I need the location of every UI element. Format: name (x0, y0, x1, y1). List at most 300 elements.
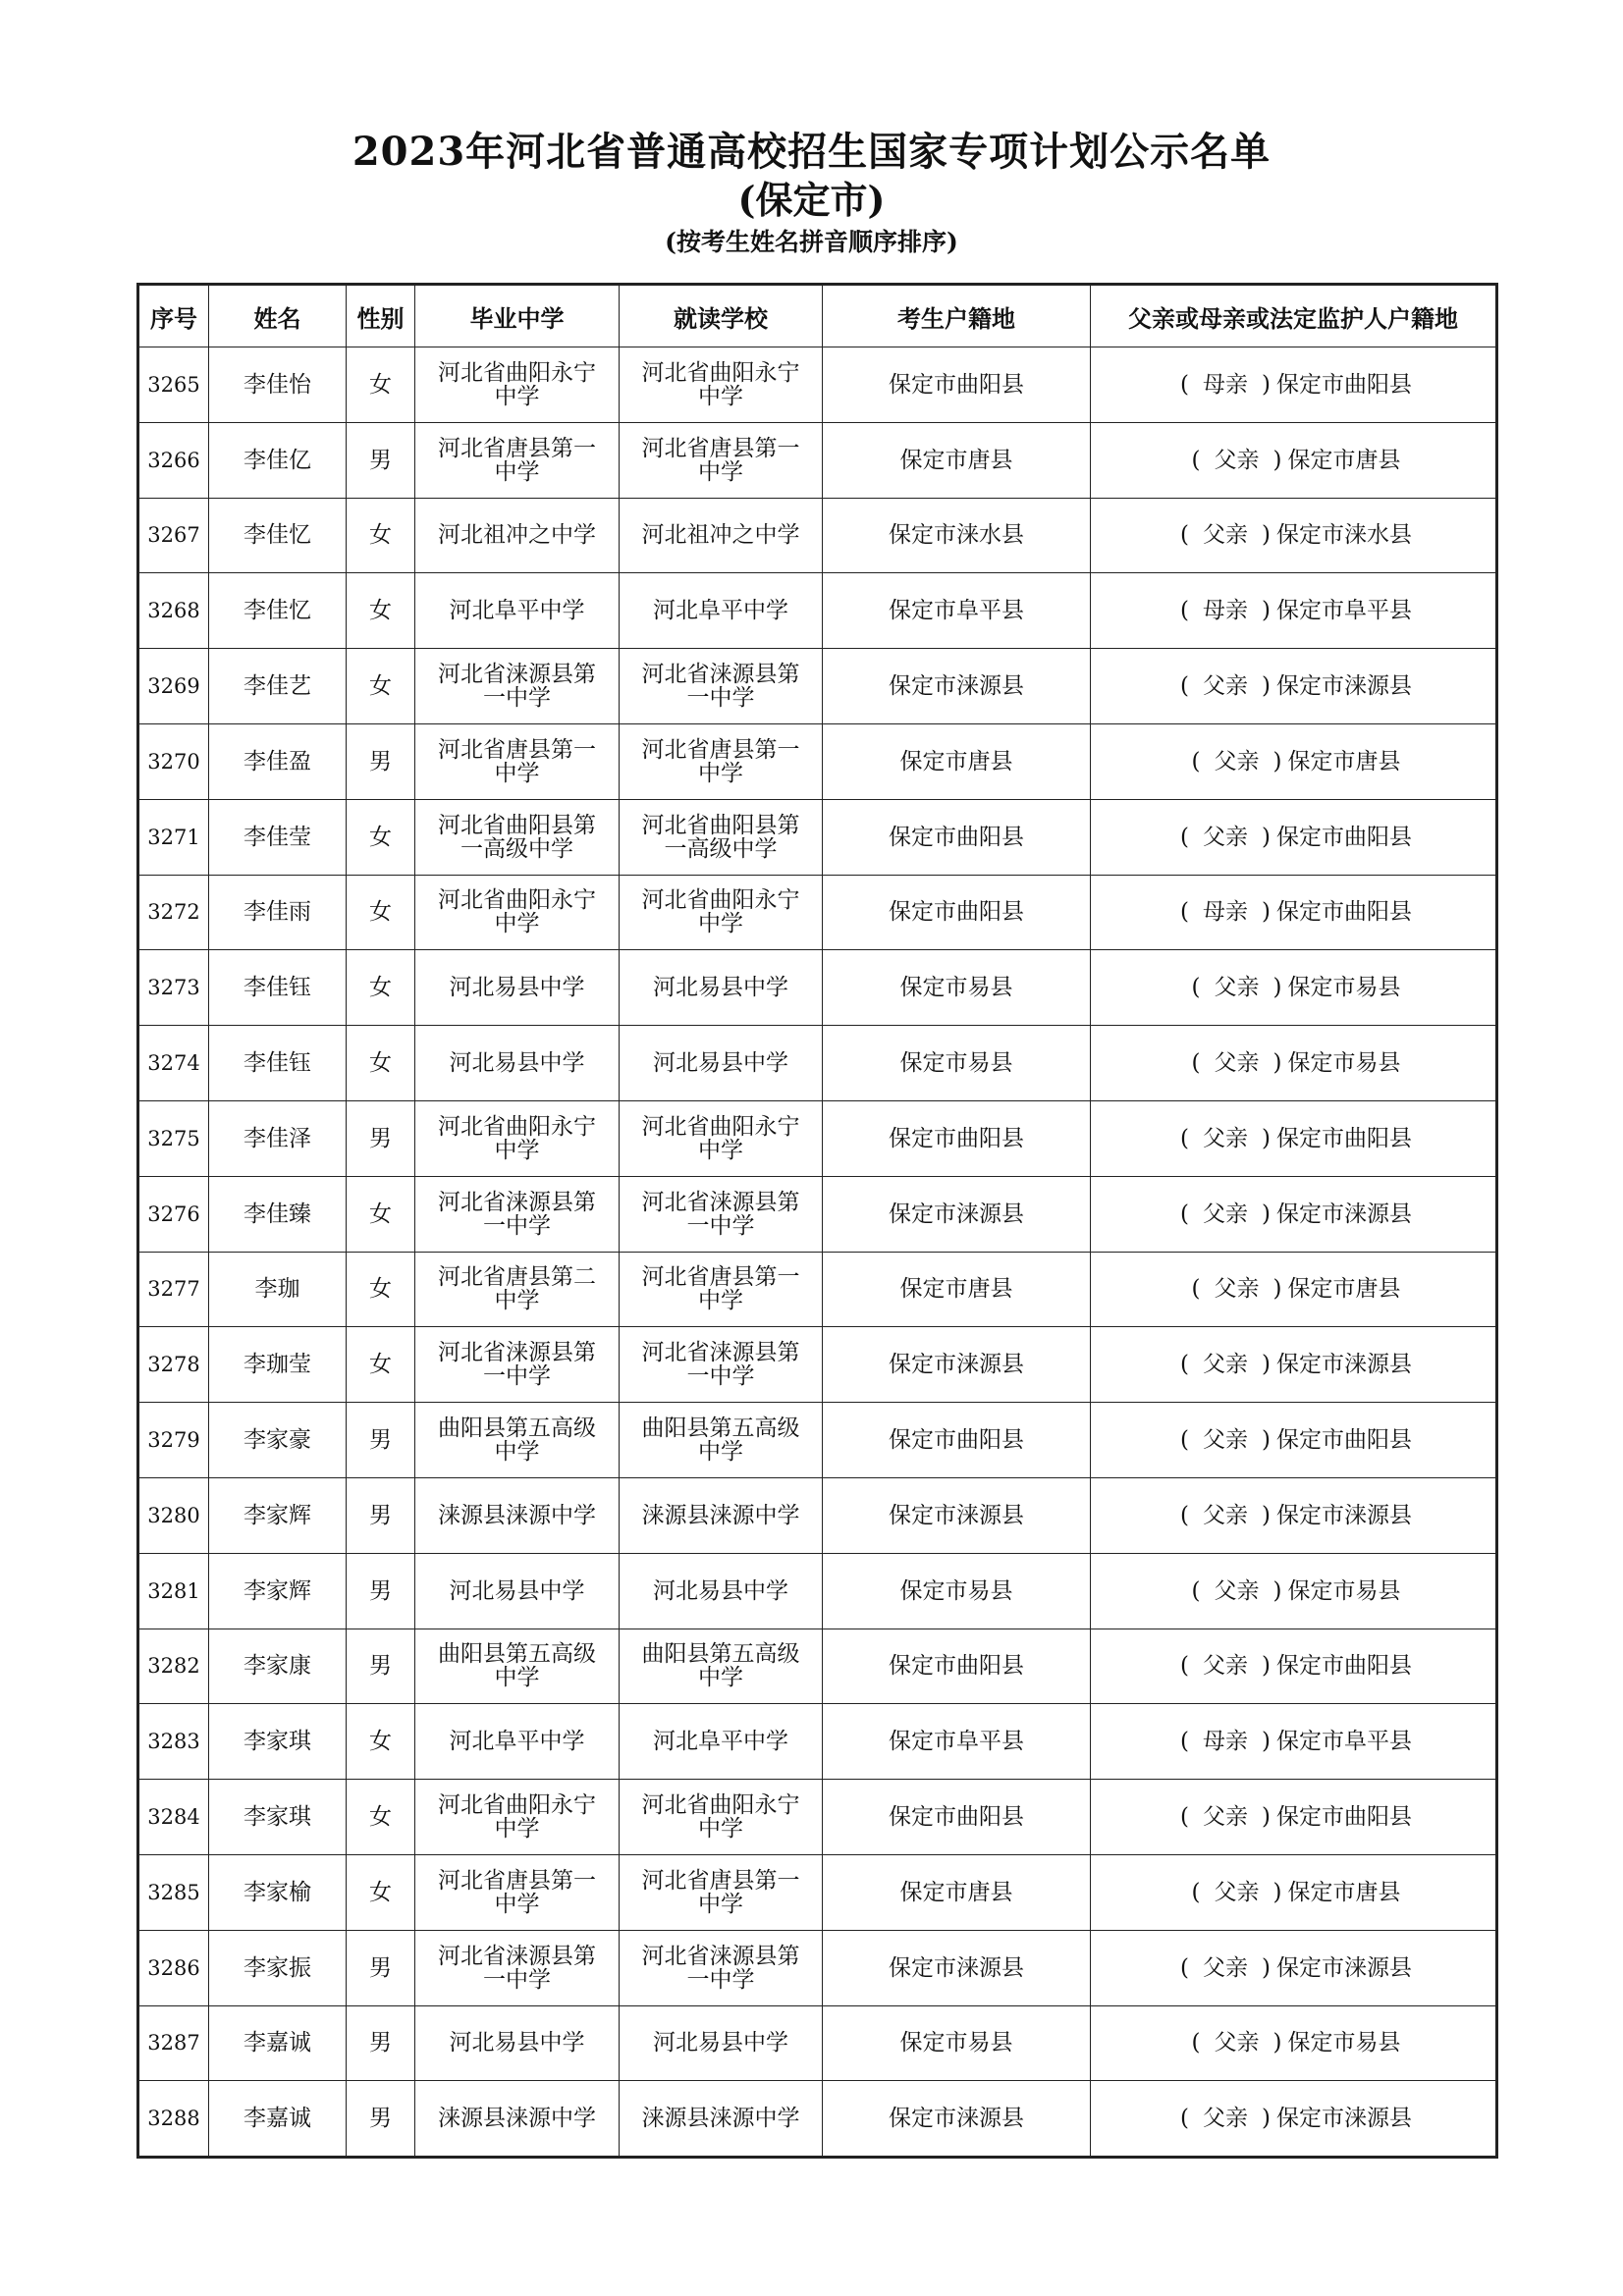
cell-current-school (620, 1629, 823, 1704)
close-paren: ) (1262, 1502, 1271, 1528)
close-paren: ) (1262, 1427, 1271, 1454)
cell-name: 李家辉 (209, 1477, 347, 1553)
cell-current-school (620, 1704, 823, 1780)
guardian-relation: 父亲 (1203, 1352, 1248, 1378)
close-paren: ) (1272, 447, 1282, 473)
cell-guardian-hukou (1091, 2081, 1497, 2158)
cell-grad-school (415, 799, 620, 875)
cell-grad-school-text: 河北阜平中学 (449, 1729, 585, 1755)
cell-name: 李佳亿 (209, 422, 347, 498)
open-paren: ( (1180, 1502, 1189, 1528)
cell-grad-school-text: 河北易县中学 (449, 2030, 585, 2056)
open-paren: ( (1191, 1276, 1201, 1303)
cell-grad-school-text: 河北省涞源县第一中学 (438, 1943, 596, 1993)
open-paren: ( (1180, 824, 1189, 850)
cell-grad-school (415, 1327, 620, 1403)
close-paren: ) (1262, 598, 1271, 624)
cell-hukou: 保定市曲阳县 (823, 347, 1091, 423)
table-body (138, 347, 1497, 2158)
cell-guardian-hukou (1091, 2005, 1497, 2081)
cell-grad-school (415, 1403, 620, 1478)
cell-seq: 3277 (138, 1252, 209, 1327)
guardian-location: 保定市易县 (1287, 2030, 1401, 2056)
cell-gender: 女 (347, 649, 415, 724)
cell-gender: 女 (347, 950, 415, 1026)
cell-grad-school (415, 422, 620, 498)
cell-gender: 男 (347, 1477, 415, 1553)
cell-name: 李佳钰 (209, 1026, 347, 1101)
cell-current-school-text: 涞源县涞源中学 (641, 1502, 800, 1528)
cell-hukou: 保定市涞源县 (823, 1930, 1091, 2005)
close-paren: ) (1272, 2030, 1282, 2056)
guardian-relation: 父亲 (1203, 1804, 1248, 1831)
cell-grad-school (415, 1477, 620, 1553)
cell-guardian-hukou (1091, 799, 1497, 875)
table-row (138, 347, 1497, 423)
cell-grad-school-text: 曲阳县第五高级中学 (438, 1641, 596, 1691)
cell-guardian-hukou (1091, 1252, 1497, 1327)
cell-current-school-text: 河北省曲阳县第一高级中学 (641, 812, 800, 862)
cell-guardian-hukou (1091, 1477, 1497, 1553)
open-paren: ( (1180, 2106, 1189, 2132)
guardian-relation: 父亲 (1203, 1201, 1248, 1227)
guardian-relation: 父亲 (1203, 522, 1248, 549)
cell-current-school-text: 河北易县中学 (653, 1050, 788, 1077)
open-paren: ( (1180, 1954, 1189, 1981)
cell-current-school-text: 河北省唐县第一中学 (641, 1264, 800, 1314)
cell-gender: 女 (347, 1780, 415, 1855)
guardian-location: 保定市唐县 (1287, 1879, 1401, 1905)
cell-grad-school (415, 2005, 620, 2081)
cell-seq: 3282 (138, 1629, 209, 1704)
column-header-grad-school: 毕业中学 (415, 285, 620, 347)
cell-current-school (620, 1930, 823, 2005)
guardian-location: 保定市阜平县 (1275, 1729, 1412, 1755)
cell-hukou: 保定市涞源县 (823, 1477, 1091, 1553)
cell-gender: 女 (347, 799, 415, 875)
cell-seq: 3281 (138, 1553, 209, 1629)
cell-hukou: 保定市曲阳县 (823, 1629, 1091, 1704)
open-paren: ( (1180, 371, 1189, 398)
guardian-relation: 父亲 (1203, 1125, 1248, 1151)
close-paren: ) (1272, 1050, 1282, 1077)
cell-guardian-hukou (1091, 1780, 1497, 1855)
cell-guardian-hukou (1091, 1026, 1497, 1101)
cell-current-school-text: 河北省唐县第一中学 (641, 435, 800, 485)
close-paren: ) (1262, 824, 1271, 850)
cell-name: 李佳莹 (209, 799, 347, 875)
cell-grad-school-text: 河北省涞源县第一中学 (438, 662, 596, 712)
guardian-relation: 母亲 (1203, 1729, 1248, 1755)
guardian-location: 保定市阜平县 (1275, 598, 1412, 624)
cell-gender: 男 (347, 422, 415, 498)
cell-seq: 3280 (138, 1477, 209, 1553)
cell-seq: 3288 (138, 2081, 209, 2158)
cell-gender: 男 (347, 723, 415, 799)
cell-grad-school-text: 河北省唐县第一中学 (438, 736, 596, 786)
guardian-location: 保定市涞水县 (1275, 522, 1412, 549)
guardian-location: 保定市涞源县 (1275, 673, 1412, 700)
cell-current-school (620, 950, 823, 1026)
table-row (138, 1403, 1497, 1478)
cell-grad-school-text: 河北省唐县第一中学 (438, 435, 596, 485)
cell-name: 李佳盈 (209, 723, 347, 799)
guardian-relation: 母亲 (1203, 598, 1248, 624)
close-paren: ) (1262, 2106, 1271, 2132)
close-paren: ) (1272, 748, 1282, 774)
cell-seq: 3265 (138, 347, 209, 423)
cell-current-school-text: 河北省唐县第一中学 (641, 1867, 800, 1917)
table-row (138, 1780, 1497, 1855)
cell-current-school (620, 1780, 823, 1855)
table-row (138, 649, 1497, 724)
cell-current-school (620, 422, 823, 498)
close-paren: ) (1262, 1804, 1271, 1831)
cell-grad-school (415, 498, 620, 573)
cell-current-school-text: 河北省唐县第一中学 (641, 736, 800, 786)
cell-current-school (620, 1327, 823, 1403)
cell-name: 李家豪 (209, 1403, 347, 1478)
guardian-relation: 父亲 (1214, 975, 1260, 1001)
cell-grad-school (415, 573, 620, 649)
cell-grad-school (415, 1176, 620, 1252)
guardian-location: 保定市曲阳县 (1275, 371, 1412, 398)
cell-seq: 3286 (138, 1930, 209, 2005)
cell-hukou: 保定市涞源县 (823, 649, 1091, 724)
table-row (138, 422, 1497, 498)
open-paren: ( (1180, 1729, 1189, 1755)
cell-grad-school-text: 河北易县中学 (449, 975, 585, 1001)
open-paren: ( (1180, 1125, 1189, 1151)
cell-hukou: 保定市阜平县 (823, 573, 1091, 649)
cell-gender: 男 (347, 1930, 415, 2005)
table-row (138, 1100, 1497, 1176)
guardian-location: 保定市曲阳县 (1275, 1653, 1412, 1680)
cell-gender: 女 (347, 347, 415, 423)
cell-guardian-hukou (1091, 950, 1497, 1026)
cell-guardian-hukou (1091, 1704, 1497, 1780)
cell-seq: 3273 (138, 950, 209, 1026)
guardian-location: 保定市曲阳县 (1275, 899, 1412, 926)
guardian-location: 保定市曲阳县 (1275, 1427, 1412, 1454)
cell-name: 李嘉诚 (209, 2081, 347, 2158)
open-paren: ( (1191, 447, 1201, 473)
cell-current-school-text: 涞源县涞源中学 (641, 2106, 800, 2132)
guardian-location: 保定市唐县 (1287, 447, 1401, 473)
cell-gender: 男 (347, 1100, 415, 1176)
guardian-location: 保定市易县 (1287, 1577, 1401, 1604)
cell-grad-school (415, 1854, 620, 1930)
cell-guardian-hukou (1091, 498, 1497, 573)
close-paren: ) (1262, 1352, 1271, 1378)
cell-grad-school (415, 1026, 620, 1101)
close-paren: ) (1262, 1653, 1271, 1680)
cell-hukou: 保定市阜平县 (823, 1704, 1091, 1780)
cell-grad-school-text: 涞源县涞源中学 (438, 1502, 596, 1528)
cell-hukou: 保定市涞源县 (823, 1327, 1091, 1403)
close-paren: ) (1272, 1879, 1282, 1905)
cell-guardian-hukou (1091, 1930, 1497, 2005)
cell-grad-school (415, 1100, 620, 1176)
cell-guardian-hukou (1091, 875, 1497, 950)
cell-hukou: 保定市曲阳县 (823, 799, 1091, 875)
cell-gender: 女 (347, 1026, 415, 1101)
cell-grad-school-text: 河北省涞源县第一中学 (438, 1189, 596, 1239)
cell-grad-school-text: 河北省唐县第二中学 (438, 1264, 596, 1314)
close-paren: ) (1262, 1729, 1271, 1755)
cell-hukou: 保定市曲阳县 (823, 1780, 1091, 1855)
guardian-relation: 父亲 (1203, 1427, 1248, 1454)
cell-current-school (620, 1026, 823, 1101)
cell-current-school-text: 河北阜平中学 (653, 598, 788, 624)
table-row (138, 1854, 1497, 1930)
open-paren: ( (1180, 598, 1189, 624)
cell-seq: 3269 (138, 649, 209, 724)
cell-name: 李佳臻 (209, 1176, 347, 1252)
cell-name: 李家琪 (209, 1780, 347, 1855)
cell-gender: 女 (347, 498, 415, 573)
cell-gender: 女 (347, 1704, 415, 1780)
sort-note: (按考生姓名拼音顺序排序) (665, 228, 958, 256)
cell-hukou: 保定市曲阳县 (823, 875, 1091, 950)
guardian-relation: 父亲 (1203, 1502, 1248, 1528)
open-paren: ( (1180, 1201, 1189, 1227)
guardian-relation: 父亲 (1203, 1653, 1248, 1680)
cell-gender: 女 (347, 1252, 415, 1327)
cell-current-school-text: 河北省曲阳永宁中学 (641, 1792, 800, 1842)
cell-current-school-text: 河北省曲阳永宁中学 (641, 1113, 800, 1163)
cell-grad-school (415, 1629, 620, 1704)
cell-grad-school (415, 1553, 620, 1629)
close-paren: ) (1262, 371, 1271, 398)
cell-current-school-text: 河北易县中学 (653, 975, 788, 1001)
guardian-location: 保定市曲阳县 (1275, 824, 1412, 850)
cell-guardian-hukou (1091, 347, 1497, 423)
cell-grad-school (415, 1252, 620, 1327)
cell-guardian-hukou (1091, 573, 1497, 649)
close-paren: ) (1272, 1276, 1282, 1303)
open-paren: ( (1191, 2030, 1201, 2056)
close-paren: ) (1262, 522, 1271, 549)
cell-seq: 3266 (138, 422, 209, 498)
guardian-relation: 父亲 (1214, 447, 1260, 473)
open-paren: ( (1191, 1050, 1201, 1077)
cell-name: 李佳怡 (209, 347, 347, 423)
cell-current-school-text: 河北阜平中学 (653, 1729, 788, 1755)
cell-name: 李佳钰 (209, 950, 347, 1026)
open-paren: ( (1180, 673, 1189, 700)
cell-current-school (620, 1553, 823, 1629)
cell-current-school (620, 1100, 823, 1176)
cell-seq: 3283 (138, 1704, 209, 1780)
cell-current-school-text: 河北易县中学 (653, 1577, 788, 1604)
table-row (138, 2081, 1497, 2158)
cell-guardian-hukou (1091, 723, 1497, 799)
cell-hukou: 保定市唐县 (823, 1252, 1091, 1327)
cell-hukou: 保定市曲阳县 (823, 1403, 1091, 1478)
cell-grad-school (415, 950, 620, 1026)
cell-name: 李佳艺 (209, 649, 347, 724)
table-header-row (138, 285, 1497, 347)
table-row (138, 1026, 1497, 1101)
roster-table (136, 283, 1498, 2159)
cell-hukou: 保定市唐县 (823, 422, 1091, 498)
cell-name: 李佳雨 (209, 875, 347, 950)
open-paren: ( (1191, 975, 1201, 1001)
cell-grad-school (415, 649, 620, 724)
cell-guardian-hukou (1091, 1403, 1497, 1478)
guardian-relation: 父亲 (1203, 673, 1248, 700)
cell-current-school-text: 曲阳县第五高级中学 (641, 1641, 800, 1691)
cell-hukou: 保定市涞水县 (823, 498, 1091, 573)
guardian-relation: 父亲 (1214, 1879, 1260, 1905)
cell-name: 李佳泽 (209, 1100, 347, 1176)
open-paren: ( (1180, 1352, 1189, 1378)
cell-grad-school-text: 河北易县中学 (449, 1577, 585, 1604)
cell-hukou: 保定市易县 (823, 1026, 1091, 1101)
cell-current-school (620, 649, 823, 724)
cell-seq: 3274 (138, 1026, 209, 1101)
cell-name: 李家琪 (209, 1704, 347, 1780)
guardian-location: 保定市易县 (1287, 975, 1401, 1001)
cell-current-school-text: 河北省涞源县第一中学 (641, 1340, 800, 1390)
guardian-location: 保定市涞源县 (1275, 1954, 1412, 1981)
cell-grad-school-text: 河北省涞源县第一中学 (438, 1340, 596, 1390)
cell-current-school-text: 河北祖冲之中学 (641, 522, 800, 549)
cell-current-school-text: 河北省涞源县第一中学 (641, 662, 800, 712)
table-row (138, 1704, 1497, 1780)
table-row (138, 1629, 1497, 1704)
cell-current-school (620, 799, 823, 875)
cell-seq: 3275 (138, 1100, 209, 1176)
cell-name: 李珈莹 (209, 1327, 347, 1403)
cell-seq: 3284 (138, 1780, 209, 1855)
cell-name: 李嘉诚 (209, 2005, 347, 2081)
table-row (138, 1930, 1497, 2005)
cell-grad-school-text: 河北省曲阳永宁中学 (438, 359, 596, 409)
cell-seq: 3267 (138, 498, 209, 573)
table-row (138, 950, 1497, 1026)
cell-hukou: 保定市唐县 (823, 1854, 1091, 1930)
close-paren: ) (1272, 1577, 1282, 1604)
cell-gender: 男 (347, 1629, 415, 1704)
cell-grad-school-text: 河北阜平中学 (449, 598, 585, 624)
cell-seq: 3278 (138, 1327, 209, 1403)
open-paren: ( (1191, 1577, 1201, 1604)
cell-name: 李家辉 (209, 1553, 347, 1629)
guardian-location: 保定市曲阳县 (1275, 1804, 1412, 1831)
cell-gender: 男 (347, 1403, 415, 1478)
column-header-guardian-hukou: 父亲或母亲或法定监护人户籍地 (1091, 285, 1497, 347)
table-row (138, 723, 1497, 799)
document-header (0, 126, 1623, 259)
cell-grad-school (415, 1780, 620, 1855)
close-paren: ) (1262, 673, 1271, 700)
cell-gender: 女 (347, 573, 415, 649)
cell-seq: 3268 (138, 573, 209, 649)
table-row (138, 1176, 1497, 1252)
column-header-current-school: 就读学校 (620, 285, 823, 347)
cell-guardian-hukou (1091, 649, 1497, 724)
cell-grad-school-text: 河北省唐县第一中学 (438, 1867, 596, 1917)
cell-current-school (620, 723, 823, 799)
guardian-location: 保定市易县 (1287, 1050, 1401, 1077)
guardian-relation: 父亲 (1214, 1577, 1260, 1604)
column-header-hukou: 考生户籍地 (823, 285, 1091, 347)
table-row (138, 1327, 1497, 1403)
cell-current-school (620, 1252, 823, 1327)
cell-hukou: 保定市易县 (823, 950, 1091, 1026)
table-row (138, 1553, 1497, 1629)
cell-hukou: 保定市涞源县 (823, 2081, 1091, 2158)
table-row (138, 2005, 1497, 2081)
document-title: 2023年河北省普通高校招生国家专项计划公示名单 (352, 129, 1271, 175)
cell-seq: 3276 (138, 1176, 209, 1252)
cell-current-school (620, 573, 823, 649)
guardian-location: 保定市涞源县 (1275, 1502, 1412, 1528)
cell-gender: 男 (347, 2081, 415, 2158)
cell-seq: 3287 (138, 2005, 209, 2081)
cell-seq: 3270 (138, 723, 209, 799)
guardian-relation: 父亲 (1203, 824, 1248, 850)
guardian-location: 保定市曲阳县 (1275, 1125, 1412, 1151)
cell-hukou: 保定市曲阳县 (823, 1100, 1091, 1176)
open-paren: ( (1191, 748, 1201, 774)
guardian-relation: 父亲 (1214, 1276, 1260, 1303)
cell-grad-school (415, 1704, 620, 1780)
cell-guardian-hukou (1091, 422, 1497, 498)
cell-grad-school (415, 2081, 620, 2158)
cell-hukou: 保定市易县 (823, 2005, 1091, 2081)
cell-current-school (620, 2005, 823, 2081)
close-paren: ) (1262, 1125, 1271, 1151)
guardian-relation: 母亲 (1203, 899, 1248, 926)
close-paren: ) (1262, 899, 1271, 926)
cell-grad-school (415, 1930, 620, 2005)
cell-name: 李家振 (209, 1930, 347, 2005)
cell-grad-school-text: 河北省曲阳永宁中学 (438, 887, 596, 937)
cell-current-school (620, 1477, 823, 1553)
cell-name: 李珈 (209, 1252, 347, 1327)
cell-gender: 男 (347, 2005, 415, 2081)
cell-grad-school-text: 涞源县涞源中学 (438, 2106, 596, 2132)
cell-name: 李佳忆 (209, 573, 347, 649)
close-paren: ) (1272, 975, 1282, 1001)
cell-grad-school (415, 875, 620, 950)
open-paren: ( (1191, 1879, 1201, 1905)
cell-current-school (620, 347, 823, 423)
table-row (138, 1477, 1497, 1553)
guardian-relation: 父亲 (1214, 2030, 1260, 2056)
cell-current-school (620, 1854, 823, 1930)
table-row (138, 1252, 1497, 1327)
guardian-relation: 母亲 (1203, 371, 1248, 398)
cell-grad-school-text: 河北祖冲之中学 (438, 522, 596, 549)
cell-current-school (620, 1403, 823, 1478)
open-paren: ( (1180, 522, 1189, 549)
close-paren: ) (1262, 1201, 1271, 1227)
cell-guardian-hukou (1091, 1629, 1497, 1704)
table-row (138, 799, 1497, 875)
table-row (138, 573, 1497, 649)
cell-gender: 女 (347, 875, 415, 950)
cell-guardian-hukou (1091, 1100, 1497, 1176)
cell-grad-school-text: 曲阳县第五高级中学 (438, 1415, 596, 1466)
cell-hukou: 保定市唐县 (823, 723, 1091, 799)
cell-grad-school (415, 723, 620, 799)
cell-current-school (620, 875, 823, 950)
column-header-gender: 性别 (347, 285, 415, 347)
